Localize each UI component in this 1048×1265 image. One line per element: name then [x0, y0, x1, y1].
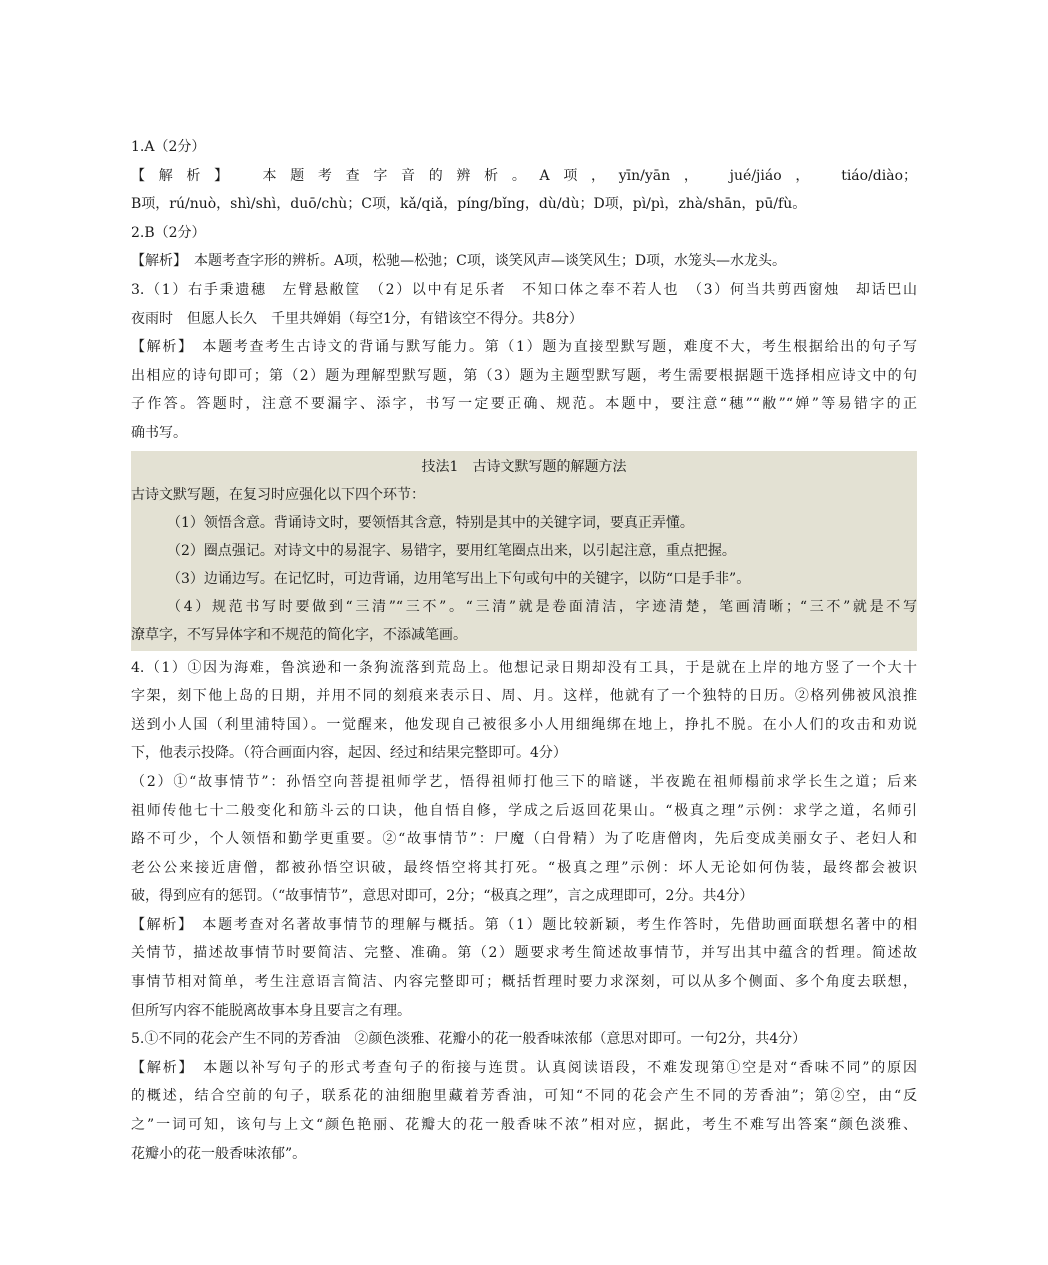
q4-answer-line: （2）①“故事情节”：孙悟空向菩提祖师学艺，悟得祖师打他三下的暗谜，半夜跪在祖师榻前求学长生之道；后来: [131, 773, 917, 790]
tip-box-item: （1）领悟含意。背诵诗文时，要领悟其含意，特别是其中的关键字词，要真正弄懂。: [167, 514, 694, 531]
q3-analysis-line: 出相应的诗句即可；第（2）题为理解型默写题，第（3）题为主题型默写题，考生需要根据题干选择相应诗文中的句: [131, 367, 917, 384]
q4-answer-line: 破，得到应有的惩罚。（“故事情节”，意思对即可，2分；“极真之理”，言之成理即可，2分。共4分）: [131, 888, 754, 905]
q5-answer: 5.①不同的花会产生不同的芳香油 ②颜色淡雅、花瓣小的花一般香味浓郁（意思对即可。一句2分，共4分）: [131, 1031, 807, 1048]
tip-box-item: （4）规范书写时要做到“三清”“三不”。“三清”就是卷面清洁，字迹清楚，笔画清晰；“三不”就是不写: [167, 598, 917, 615]
q3-analysis-line: 确书写。: [131, 424, 187, 441]
q2-answer: 2.B（2分）: [131, 224, 206, 241]
analysis-text: 本题考查对名著故事情节的理解与概括。第（1）题比较新颖，考生作答时，先借助画面联想名著中的相: [202, 916, 918, 933]
q4-answer-line: 路不可少，个人领悟和勤学更重要。②“故事情节”：尸魔（白骨精）为了吃唐僧肉，先后变成美丽女子、老妇人和: [131, 831, 917, 848]
q4-answer-line: 送到小人国（利里浦特国）。一觉醒来，他发现自己被很多小人用细绳绑在地上，挣扎不脱。在小人们的攻击和劝说: [131, 716, 917, 733]
tip-box-item: （3）边诵边写。在记忆时，可边背诵，边用笔写出上下句或句中的关键字，以防“口是手非”。: [167, 570, 751, 587]
q4-analysis-line: 但所写内容不能脱离故事本身且要言之有理。: [131, 1002, 411, 1019]
analysis-text: 本题以补写句子的形式考查句子的衔接与连贯。认真阅读语段，不难发现第①空是对“香味不同”的原因: [203, 1059, 918, 1076]
tip-box: [131, 451, 917, 651]
analysis-label: 【解析】: [131, 339, 187, 356]
q1-analysis-line: [131, 162, 917, 191]
q4-answer-line: 4.（1）①因为海难，鲁滨逊和一条狗流落到荒岛上。他想记录日期却没有工具，于是就在上岸的地方竖了一个大十: [131, 659, 917, 676]
q2-analysis-line: [131, 247, 917, 276]
q4-answer-line: 字架，刻下他上岛的日期，并用不同的刻痕来表示日、周、月。这样，他就有了一个独特的日历。②格列佛被风浪推: [131, 688, 917, 705]
q4-analysis-line: 事情节相对简单，考生注意语言简洁、内容完整即可；概括哲理时要力求深刻，可以从多个侧面、多个角度去联想，: [131, 974, 917, 991]
tip-box-title: 技法1 古诗文默写题的解题方法: [421, 458, 627, 475]
q4-answer-line: 下，他表示投降。（符合画面内容，起因、经过和结果完整即可。4分）: [131, 745, 567, 762]
q5-analysis-line: 花瓣小的花一般香味浓郁”。: [131, 1145, 307, 1162]
analysis-text: 本题考查考生古诗文的背诵与默写能力。第（1）题为直接型默写题，难度不大，考生根据给出的句子写: [202, 339, 918, 356]
q4-answer-line: 老公公来接近唐僧，都被孙悟空识破，最终悟空将其打死。“极真之理”示例：坏人无论如何伪装，最终都会被识: [131, 859, 917, 876]
q4-analysis-line: 关情节，描述故事情节时要简洁、完整、准确。第（2）题要求考生简述故事情节，并写出其中蕴含的哲理。简述故: [131, 945, 917, 962]
q3-answer-line: 夜雨时 但愿人长久 千里共婵娟（每空1分，有错该空不得分。共8分）: [131, 310, 583, 327]
q4-answer-line: 祖师传他七十二般变化和筋斗云的口诀，他自悟自修，学成之后返回花果山。“极真之理”示例：求学之道，名师引: [131, 802, 917, 819]
q1-answer: 1.A（2分）: [131, 139, 206, 155]
tip-box-item-continued: 潦草字，不写异体字和不规范的简化字，不添减笔画。: [131, 626, 467, 643]
analysis-label: 【解析】: [131, 167, 235, 184]
tip-box-intro: 古诗文默写题，在复习时应强化以下四个环节：: [131, 486, 425, 503]
analysis-text: 本题考查字形的辨析。A项，松驰—松弛；C项，谈笑风声—谈笑风生；D项，水笼头—水龙头。: [194, 253, 787, 270]
analysis-text: 本题考查字音的辨析。A项，yīn/yān， jué/jiáo， tiáo/diào；: [262, 167, 918, 184]
q3-analysis-line: [131, 333, 917, 362]
tip-box-item: （2）圈点强记。对诗文中的易混字、易错字，要用红笔圈点出来，以引起注意，重点把握。: [167, 542, 736, 559]
answer-page: [131, 133, 917, 1168]
q3-analysis-line: 子作答。答题时，注意不要漏字、添字，书写一定要正确、规范。本题中，要注意“穗”“敝”“婵”等易错字的正: [131, 396, 917, 413]
q5-analysis-line: 之”一词可知，该句与上文“颜色艳丽、花瓣大的花一般香味不浓”相对应，据此，考生不难写出答案“颜色淡雅、: [131, 1117, 917, 1134]
q5-analysis-line: [131, 1054, 917, 1083]
analysis-label: 【解析】: [131, 1059, 188, 1076]
q1-analysis-line: B项，rú/nuò，shì/shì，duō/chù；C项，kǎ/qiǎ，píng/bǐng，dù/dù；D项，pì/pì，zhà/shān，pū/fù。: [131, 196, 807, 213]
analysis-label: 【解析】: [131, 253, 180, 270]
q3-answer-line: 3.（1）右手秉遗穗 左臂悬敝筐 （2）以中有足乐者 不知口体之奉不若人也 （3）何当共剪西窗烛 却话巴山: [131, 281, 917, 298]
q5-analysis-line: 的概述，结合空前的句子，联系花的油细胞里藏着芳香油，可知“不同的花会产生不同的芳香油”；第②空，由“反: [131, 1088, 918, 1105]
analysis-label: 【解析】: [131, 916, 187, 933]
q4-analysis-line: [131, 911, 917, 940]
